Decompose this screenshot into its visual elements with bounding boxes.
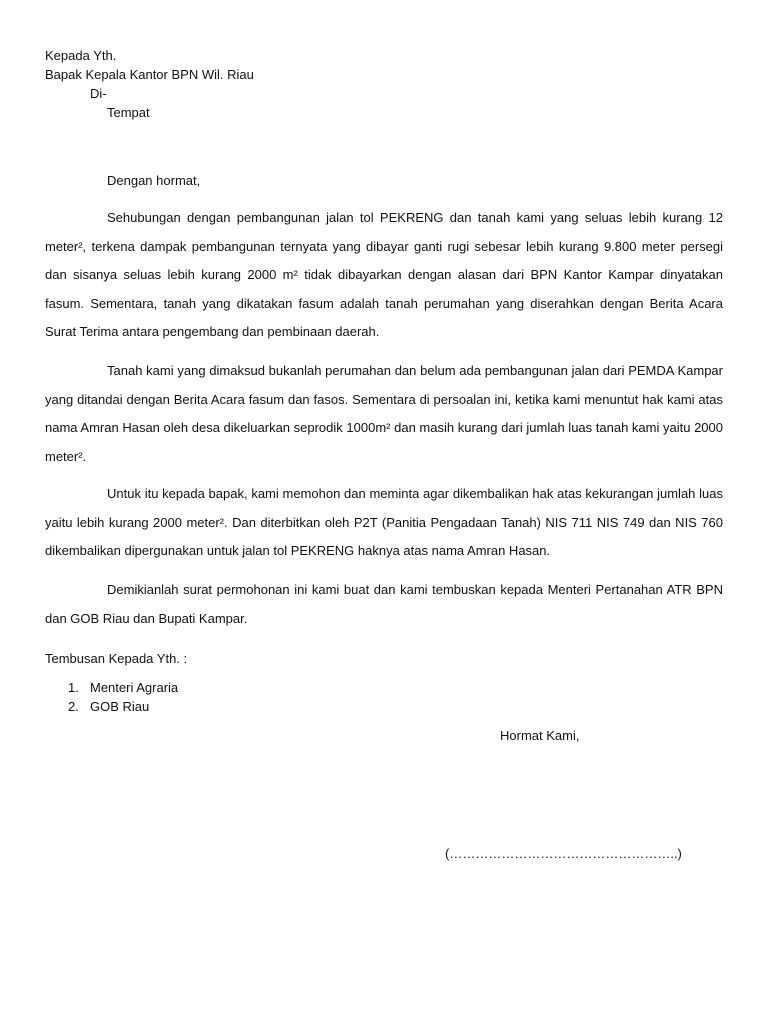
cc-item-number: 2. [68, 699, 79, 714]
cc-heading: Tembusan Kepada Yth. : [45, 651, 188, 666]
salutation: Dengan hormat, [107, 173, 201, 188]
recipient-line-4: Tempat [107, 105, 150, 120]
cc-item-label: Menteri Agraria [90, 680, 179, 695]
recipient-line-2: Bapak Kepala Kantor BPN Wil. Riau [45, 67, 254, 82]
cc-list [68, 678, 178, 716]
cc-list-item [68, 678, 178, 697]
paragraph-1-text: Sehubungan dengan pembangunan jalan tol PEKRENG dan tanah kami yang seluas lebih kurang 12 meter², terkena dampak pembangunan ternyata yang dibayar ganti rugi sebesar lebih kurang 9.800 meter persegi dan sisanya seluas lebih kurang 2000 m² tidak dibayarkan dengan alasan dari BPN Kantor Kampar dinyatakan fasum. Sementara, tanah yang dikatakan fasum adalah tanah perumahan yang diserahkan dengan Berita Acara Surat Terima antara pengembang dan pembinaan daerah. [45, 210, 723, 339]
paragraph-3-text: Untuk itu kepada bapak, kami memohon dan meminta agar dikembalikan hak atas kekurangan jumlah luas yaitu lebih kurang 2000 meter². Dan diterbitkan oleh P2T (Panitia Pengadaan Tanah) NIS 711 NIS 749 dan NIS 760 dikembalikan dipergunakan untuk jalan tol PEKRENG haknya atas nama Amran Hasan. [45, 486, 723, 558]
closing: Hormat Kami, [500, 728, 580, 743]
paragraph-1 [45, 204, 723, 347]
paragraph-4-text: Demikianlah surat permohonan ini kami buat dan kami tembuskan kepada Menteri Pertanahan ATR BPN dan GOB Riau dan Bupati Kampar. [45, 582, 723, 626]
paragraph-3 [45, 480, 723, 566]
signature-line: (……………………………………………..) [445, 846, 682, 861]
cc-item-number: 1. [68, 680, 79, 695]
paragraph-2 [45, 357, 723, 471]
cc-item-label: GOB Riau [90, 699, 150, 714]
paragraph-2-text: Tanah kami yang dimaksud bukanlah perumahan dan belum ada pembangunan jalan dari PEMDA Kampar yang ditandai dengan Berita Acara fasum dan fasos. Sementara di persoalan ini, ketika kami menuntut hak kami atas nama Amran Hasan oleh desa dikeluarkan seprodik 1000m² dan masih kurang dari jumlah luas tanah kami yaitu 2000 meter². [45, 363, 723, 464]
recipient-line-3: Di- [90, 86, 107, 101]
paragraph-4 [45, 576, 723, 633]
cc-list-item [68, 697, 178, 716]
recipient-line-1: Kepada Yth. [45, 48, 117, 63]
